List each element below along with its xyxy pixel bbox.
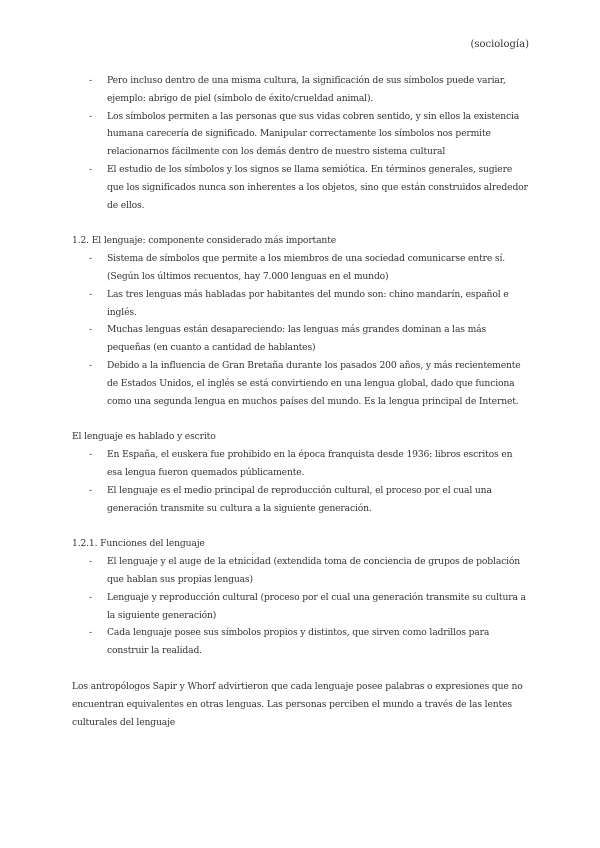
list-item: - Pero incluso dentro de una misma cultura, la significación de sus símbolos puede variar, ejemplo: abrigo de piel (símbolo de éxito/crueldad animal). — [72, 72, 530, 108]
list-item: - Muchas lenguas están desapareciendo: las lenguas más grandes dominan a las más pequeñas (en cuanto a cantidad de hablantes) — [72, 321, 530, 357]
list-item: - Los símbolos permiten a las personas que sus vidas cobren sentido, y sin ellos la existencia humana carecería de significado. Manipular correctamente los símbolos nos permite relacionarnos fácilmente con los demás dentro de nuestro sistema cultural — [72, 108, 530, 161]
list-item: - Las tres lenguas más habladas por habitantes del mundo son: chino mandarín, español e inglés. — [72, 286, 530, 322]
list-item: - Sistema de símbolos que permite a los miembros de una sociedad comunicarse entre sí. (Según los últimos recuentos, hay 7.000 lenguas en el mundo) — [72, 250, 530, 286]
section-heading-lenguaje: 1.2. El lenguaje: componente considerado más importante — [72, 235, 337, 247]
page-header-subject: (sociología) — [470, 39, 529, 50]
section-heading-hablado: El lenguaje es hablado y escrito — [72, 431, 216, 443]
funciones-list — [72, 553, 530, 660]
intro-list — [72, 72, 530, 214]
dash-bullet: - — [89, 75, 92, 86]
lenguaje-list — [72, 250, 530, 410]
list-item: - El lenguaje es el medio principal de reproducción cultural, el proceso por el cual una generación transmite su cultura a la siguiente generación. — [72, 482, 530, 518]
dash-bullet: - — [89, 556, 92, 568]
dash-bullet: - — [89, 324, 92, 336]
dash-bullet: - — [89, 449, 92, 461]
dash-bullet: - — [89, 288, 92, 300]
dash-bullet: - — [89, 591, 92, 603]
list-item: - El lenguaje y el auge de la etnicidad (extendida toma de conciencia de grupos de población que hablan sus propias lenguas) — [72, 553, 530, 589]
dash-bullet: - — [89, 253, 92, 265]
dash-bullet: - — [89, 163, 92, 175]
document-body — [72, 72, 530, 731]
dash-bullet: - — [89, 484, 92, 496]
dash-bullet: - — [89, 627, 92, 639]
closing-paragraph: Los antropólogos Sapir y Whorf advirtieron que cada lenguaje posee palabras o expresiones que no encuentran equivalentes en otras lenguas. Las personas perciben el mundo a través de las lentes culturales del lenguaje — [72, 680, 523, 728]
list-item: - En España, el euskera fue prohibido en la época franquista desde 1936: libros escritos en esa lengua fueron quemados públicamente. — [72, 446, 530, 482]
list-item: - Debido a la influencia de Gran Bretaña durante los pasados 200 años, y más recientemente de Estados Unidos, el inglés se está convirtiendo en una lengua global, dado que funciona como una segunda lengua en muchos países del mundo. Es la lengua principal de Internet. — [72, 357, 530, 410]
dash-bullet: - — [89, 359, 92, 371]
list-item: - Cada lenguaje posee sus símbolos propios y distintos, que sirven como ladrillos para construir la realidad. — [72, 624, 530, 660]
hablado-list — [72, 446, 530, 517]
list-item: - El estudio de los símbolos y los signos se llama semiótica. En términos generales, sugiere que los significados nunca son inherentes a los objetos, sino que están construidos alrededor de ellos. — [72, 161, 530, 214]
list-item: - Lenguaje y reproducción cultural (proceso por el cual una generación transmite su cultura a la siguiente generación) — [72, 589, 530, 625]
section-heading-funciones: 1.2.1. Funciones del lenguaje — [72, 538, 205, 550]
dash-bullet: - — [89, 110, 92, 122]
